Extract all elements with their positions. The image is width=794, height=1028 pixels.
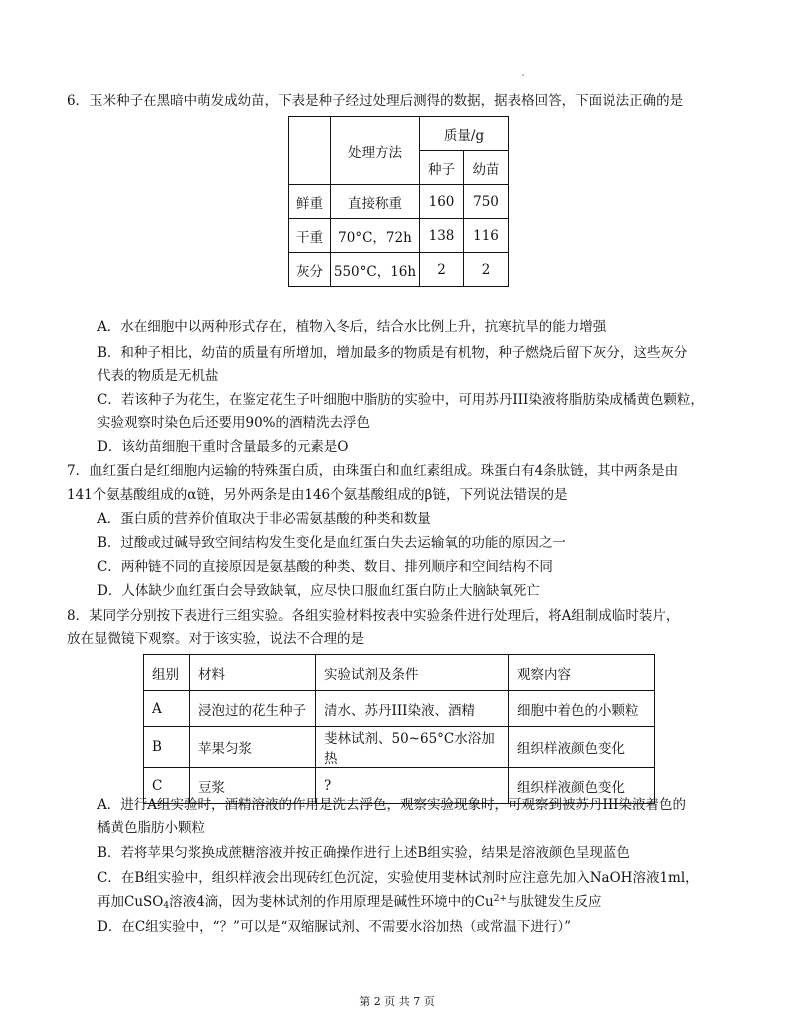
q6-table-header-seed: 种子 xyxy=(420,151,464,185)
q7-option-c: C．两种链不同的直接原因是氨基酸的种类、数目、排列顺序和空间结构不同 xyxy=(97,559,553,575)
q6-table-header-method: 处理方法 xyxy=(331,117,420,185)
table-header-row xyxy=(144,655,655,691)
cell-material: 浸泡过的花生种子 xyxy=(190,691,316,727)
col-header: 观察内容 xyxy=(509,655,655,691)
q8-stem: 8．某同学分别按下表进行三组实验。各组实验材料按表中实验条件进行处理后，将A组制成临时装片， xyxy=(67,608,680,624)
table-row xyxy=(289,253,509,287)
cell-group: B xyxy=(144,727,190,768)
q6-stem: 6．玉米种子在黑暗中萌发成幼苗，下表是种子经过处理后测得的数据，据表格回答，下面说法正确的是 xyxy=(67,93,684,109)
row-method: 直接称重 xyxy=(331,185,420,219)
cell-reagent: 清水、苏丹III染液、酒精 xyxy=(316,691,509,727)
cell-observation: 组织样液颜色变化 xyxy=(509,727,655,768)
q6-table-corner xyxy=(289,117,331,185)
row-label: 灰分 xyxy=(289,253,331,287)
row-method: 70°C，72h xyxy=(331,219,420,253)
q8-option-a: A．进行A组实验时，酒精溶液的作用是洗去浮色，观察实验现象时，可观察到被苏丹III染液着色的 xyxy=(97,797,686,813)
row-label: 鲜重 xyxy=(289,185,331,219)
q6-table xyxy=(288,116,509,287)
page-footer: 第 2 页 共 7 页 xyxy=(359,995,435,1008)
q7-option-a: A．蛋白质的营养价值取决于非必需氨基酸的种类和数量 xyxy=(97,511,431,527)
q7-stem: 7．血红蛋白是红细胞内运输的特殊蛋白质，由珠蛋白和血红素组成。珠蛋白有4条肽链，其中两条是由 xyxy=(67,463,679,479)
q8-table xyxy=(143,654,655,804)
q8-option-d: D．在C组实验中，“？”可以是“双缩脲试剂、不需要水浴加热（或常温下进行）” xyxy=(97,919,572,935)
cell-reagent: 斐林试剂、50~65°C水浴加热 xyxy=(316,727,509,768)
col-header: 实验试剂及条件 xyxy=(316,655,509,691)
scan-speck xyxy=(522,74,524,76)
q7-option-d: D．人体缺少血红蛋白会导致缺氧，应尽快口服血红蛋白防止大脑缺氧死亡 xyxy=(97,583,540,599)
q6-option-d: D．该幼苗细胞干重时含量最多的元素是O xyxy=(97,439,349,455)
q6-option-c: C．若该种子为花生，在鉴定花生子叶细胞中脂肪的实验中，可用苏丹III染液将脂肪染成橘黄色颗粒， xyxy=(97,392,704,408)
q6-table-header-seedling: 幼苗 xyxy=(464,151,509,185)
table-row xyxy=(289,219,509,253)
table-row xyxy=(289,185,509,219)
q8-option-c-cont xyxy=(97,893,601,911)
row-label: 干重 xyxy=(289,219,331,253)
q8-option-c: C．在B组实验中，组织样液会出现砖红色沉淀，实验使用斐林试剂时应注意先加入NaOH溶液1ml， xyxy=(97,870,699,886)
cell-group: A xyxy=(144,691,190,727)
row-seed: 2 xyxy=(420,253,464,287)
cell-observation: 组织样液颜色变化 xyxy=(509,768,655,804)
col-header: 材料 xyxy=(190,655,316,691)
row-method: 550°C，16h xyxy=(331,253,420,287)
table-row xyxy=(144,727,655,768)
col-header: 组别 xyxy=(144,655,190,691)
cell-material: 豆浆 xyxy=(190,768,316,804)
text-segment: 溶液4滴，因为斐林试剂的作用原理是碱性环境中的Cu xyxy=(169,894,494,910)
q8-stem-cont: 放在显微镜下观察。对于该实验，说法不合理的是 xyxy=(67,631,364,647)
q6-option-a: A．水在细胞中以两种形式存在，植物入冬后，结合水比例上升，抗寒抗旱的能力增强 xyxy=(97,319,607,335)
q6-option-b-cont: 代表的物质是无机盐 xyxy=(97,368,219,384)
q8-option-a-cont: 橘黄色脂肪小颗粒 xyxy=(97,820,205,836)
row-seed: 160 xyxy=(420,185,464,219)
q8-option-b: B．若将苹果匀浆换成蔗糖溶液并按正确操作进行上述B组实验，结果是溶液颜色呈现蓝色 xyxy=(97,845,630,861)
row-seedling: 2 xyxy=(464,253,509,287)
row-seedling: 750 xyxy=(464,185,509,219)
row-seedling: 116 xyxy=(464,219,509,253)
superscript: 2+ xyxy=(493,894,507,904)
cell-material: 苹果匀浆 xyxy=(190,727,316,768)
text-segment: 与肽键发生反应 xyxy=(506,894,602,910)
q6-table-header-mass: 质量/g xyxy=(420,117,509,151)
cell-observation: 细胞中着色的小颗粒 xyxy=(509,691,655,727)
q6-option-c-cont: 实验观察时染色后还要用90%的酒精洗去浮色 xyxy=(97,415,371,431)
q7-stem-cont: 141个氨基酸组成的α链，另外两条是由146个氨基酸组成的β链，下列说法错误的是 xyxy=(67,487,568,503)
cell-group: C xyxy=(144,768,190,804)
cell-reagent: ? xyxy=(316,768,509,804)
q7-option-b: B．过酸或过碱导致空间结构发生变化是血红蛋白失去运输氧的功能的原因之一 xyxy=(97,535,566,551)
row-seed: 138 xyxy=(420,219,464,253)
subscript: 4 xyxy=(163,901,170,911)
table-row xyxy=(144,691,655,727)
q6-option-b: B．和种子相比，幼苗的质量有所增加，增加最多的物质是有机物，种子燃烧后留下灰分，这些灰分 xyxy=(97,345,688,361)
text-segment: 再加CuSO xyxy=(97,894,164,910)
